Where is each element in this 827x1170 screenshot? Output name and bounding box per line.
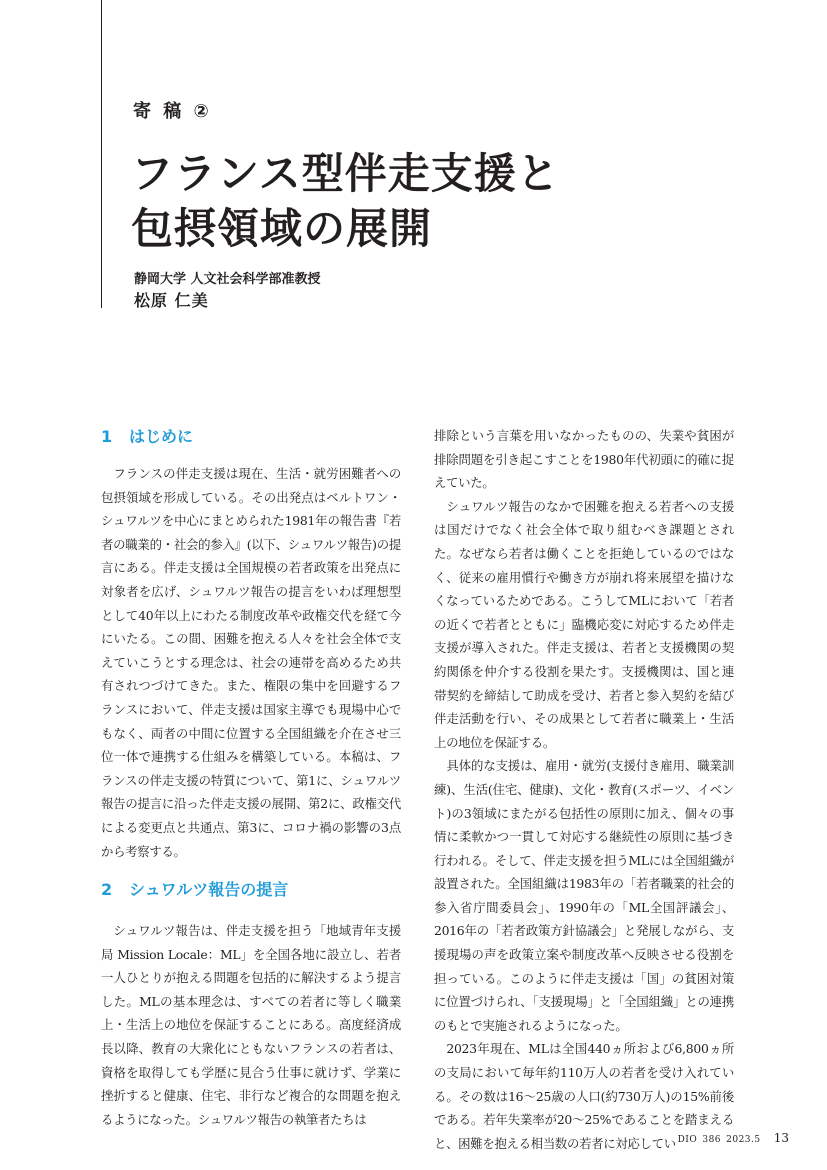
continued-paragraph: 排除という言葉を用いなかったものの、失業や貧困が排除問題を引き起こすことを1980年代初頭に的確に捉えていた。 — [434, 428, 734, 491]
page-footer — [678, 1127, 789, 1146]
section-1-number: 1 — [101, 427, 113, 446]
body-paragraph: 具体的な支援は、雇用・就労(支援付き雇用、職業訓練)、生活(住宅、健康)、文化・教育(スポーツ、イベント)の3領域にまたがる包括性の原則に加え、個々の事情に柔軟かつ一貫して対応する継続性の原則に基づき行われる。そして、伴走支援を担うMLには全国組織が設置された。全国組織は1983年の「若者職業的社会的参入省庁間委員会」、1990年の「ML全国評議会」、2016年の「若者政策方針協議会」と発展しながら、支援現場の声を政策立案や制度改革へ反映させる役割を担っている。このように伴走支援は「国」の貧困対策に位置づけられ、「支援現場」と「全国組織」との連携のもとで実施されるようになった。 — [434, 758, 734, 1033]
author-name: 松原 仁美 — [134, 291, 209, 310]
title-line-2: 包摂領域の展開 — [131, 204, 433, 253]
section-1-heading — [101, 424, 401, 450]
article-title — [131, 146, 560, 256]
section-2-heading — [101, 877, 401, 903]
section-2-paragraph: シュワルツ報告は、伴走支援を担う「地域青年支援局 Mission Locale：ML」を全国各地に設立し、若者一人ひとりが抱える問題を包括的に解決するよう提言した。MLの基本理念は、すべての若者に等しく職業上・生活上の地位を保証することにある。高度経済成長以降、教育の大衆化にともないフランスの若者は、資格を取得しても学歴に見合う仕事に就けず、学業に挫折すると健康、住宅、非行など複合的な問題を抱えるようになった。シュワルツ報告の執筆者たちは — [101, 923, 401, 1127]
author-affiliation: 静岡大学 人文社会科学部准教授 — [134, 272, 321, 287]
issue-number: 386 — [702, 1135, 722, 1145]
title-line-1: フランス型伴走支援と — [131, 149, 560, 198]
section-1-paragraph: フランスの伴走支援は現在、生活・就労困難者への包摂領域を形成している。その出発点はベルトワン・シュワルツを中心にまとめられた1981年の報告書『若者の職業的・社会的参入』(以下、シュワルツ報告)の提言にある。伴走支援は全国規模の若者政策を出発点に対象者を広げ、シュワルツ報告の提言をいわば理想型として40年以上にわたる制度改革や政権交代を経て今にいたる。この間、困難を抱える人々を社会全体で支えていこうとする理念は、社会の連帯を高めるため共有されつづけてきた。また、権限の集中を回避するフランスにおいて、伴走支援は国家主導でも現場中心でもなく、両者の中間に位置する全国組織を介在させ三位一体で連携する仕組みを構築している。本稿は、フランスの伴走支援の特質について、第1に、シュワルツ報告の提言に沿った伴走支援の展開、第2に、政権交代による変更点と共通点、第3に、コロナ禍の影響の3点から考察する。 — [101, 466, 401, 859]
issue-date: 2023.5 — [726, 1135, 761, 1145]
left-column — [101, 424, 401, 1131]
body-paragraph: 2023年現在、MLは全国440ヵ所および6,800ヵ所の支局において毎年約110万人の若者を受け入れている。その数は16～25歳の人口(約730万人)の15%前後である。若年失業率が20～25%であることを踏まえると、困難を抱える相当数の若者に対応してい — [434, 1041, 734, 1151]
header-rule — [101, 0, 102, 308]
body-paragraph: シュワルツ報告のなかで困難を抱える若者への支援は国だけでなく社会全体で取り組むべき課題とされた。なぜなら若者は働くことを拒絶しているのではなく、従来の雇用慣行や働き方が崩れ将来展望を描けなくなっているためである。こうしてMLにおいて「若者の近くで若者とともに」臨機応変に対応するため伴走支援が導入された。伴走支援は、若者と支援機関の契約関係を仲介する役割を果たす。支援機関は、国と連帯契約を締結して助成を受け、若者と参入契約を結び伴走活動を行い、その成果として若者に職業上・生活上の地位を保証する。 — [434, 498, 734, 750]
contribution-label: 寄 稿 ② — [133, 101, 212, 122]
section-1-title: はじめに — [129, 427, 194, 446]
page-number: 13 — [773, 1131, 789, 1145]
right-column — [434, 424, 734, 1155]
section-2-title: シュワルツ報告の提言 — [129, 880, 289, 900]
journal-name: DIO — [677, 1135, 698, 1145]
section-2-number: 2 — [101, 880, 113, 900]
